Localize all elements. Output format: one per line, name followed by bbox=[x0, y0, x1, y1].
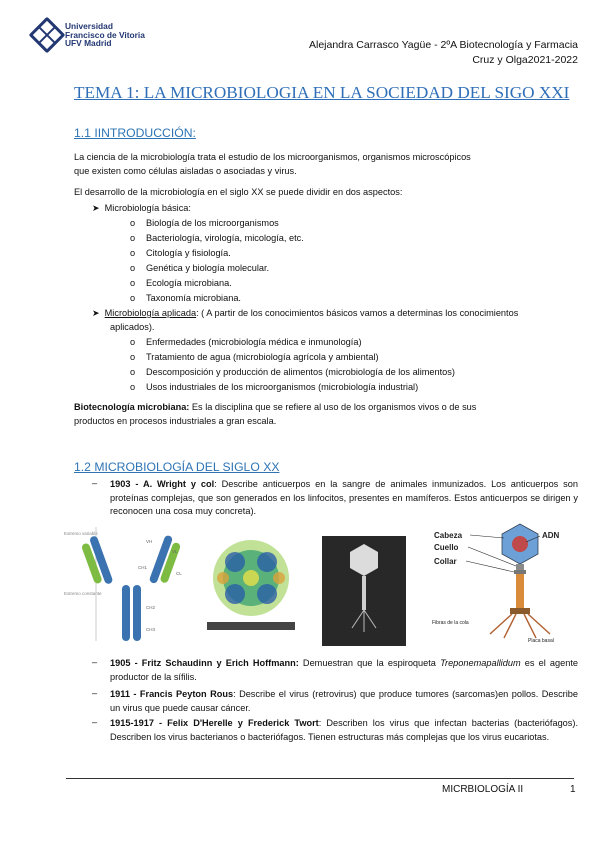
basic-microbiology-label: ➤ Microbiología básica: bbox=[92, 203, 191, 213]
svg-text:Placa basal: Placa basal bbox=[528, 638, 554, 644]
applied-microbiology-label: ➤ Microbiología aplicada: ( A partir de los conocimientos básicos vamos a determinas los conocimientos bbox=[92, 308, 519, 318]
event-1915-1917: 1915-1917 - Felix D'Herelle y Frederick Twort: Describen los virus que infectan bacterias (bacteriófagos). Describen los virus bacterianos o bacteriófagos. Tienen estructuras más complejas que los virus eucariotas. bbox=[110, 718, 578, 742]
svg-text:Cuello: Cuello bbox=[434, 543, 459, 552]
svg-text:ADN: ADN bbox=[542, 531, 560, 540]
svg-text:CH1: CH1 bbox=[138, 565, 148, 570]
list-item: o Genética y biología molecular. bbox=[130, 263, 270, 273]
svg-text:VH: VH bbox=[146, 539, 153, 544]
svg-text:CL: CL bbox=[176, 571, 182, 576]
ufv-logo-icon bbox=[29, 17, 66, 54]
svg-text:CH2: CH2 bbox=[146, 605, 156, 610]
section-heading-introduction: 1.1 IINTRODUCCIÓN: bbox=[74, 126, 196, 140]
svg-text:VL: VL bbox=[172, 549, 178, 554]
university-name: Universidad Francisco de Vitoria UFV Madrid bbox=[65, 21, 145, 49]
footer-course: MICRBIOLOGÍA II bbox=[442, 784, 524, 795]
list-item: o Tratamiento de agua (microbiología agrícola y ambiental) bbox=[130, 352, 379, 362]
svg-text:CH3: CH3 bbox=[146, 627, 156, 632]
list-item: o Biología de los microorganismos bbox=[130, 218, 279, 228]
antibody-diagram bbox=[62, 523, 194, 645]
list-item: o Bacteriología, virología, micología, etc. bbox=[130, 233, 304, 243]
event-1911: 1911 - Francis Peyton Rous: Describe el virus (retrovirus) que produce tumores (sarcomas)en pollos. Describe un virus que puede causar cáncer. bbox=[110, 689, 578, 713]
bacteriophage-diagram bbox=[430, 520, 570, 646]
list-item: o Citología y fisiología. bbox=[130, 248, 231, 258]
svg-text:Extremo variable: Extremo variable bbox=[64, 531, 98, 536]
protein-structure-image bbox=[205, 528, 297, 632]
intro-paragraph: La ciencia de la microbiología trata el estudio de los microorganismos, organismos microscópicos que existen como células aisladas o asociadas y virus. bbox=[74, 152, 471, 176]
list-item: o Ecología microbiana. bbox=[130, 278, 232, 288]
university-logo bbox=[34, 22, 145, 48]
list-item: o Taxonomía microbiana. bbox=[130, 293, 241, 303]
svg-text:Extremo constante: Extremo constante bbox=[64, 591, 102, 596]
page-number: 1 bbox=[570, 784, 576, 795]
svg-text:Cabeza: Cabeza bbox=[434, 531, 463, 540]
arrow-bullet-icon: ➤ bbox=[92, 203, 100, 213]
event-1903: 1903 - A. Wright y col: Describe anticuerpos en la sangre de animales inmunizados. Los anticuerpos son proteínas complejas, que son generados en los linfocitos, presentes en mamíferos. Estos anticuerpos se dirigen y reconocen una cosa muy concreta). bbox=[110, 479, 578, 517]
list-item: o Usos industriales de los microorganismos (microbiología industrial) bbox=[130, 382, 419, 392]
course-year-line: Cruz y Olga2021-2022 bbox=[472, 54, 578, 66]
footer-divider bbox=[66, 778, 574, 779]
svg-text:Fibras de la cola: Fibras de la cola bbox=[432, 620, 469, 626]
applied-desc-continued: aplicados). bbox=[110, 322, 155, 332]
page-header-author bbox=[309, 38, 578, 68]
section-heading-xx-century: 1.2 MICROBIOLOGÍA DEL SIGLO XX bbox=[74, 460, 280, 474]
list-item: o Descomposición y producción de alimentos (microbiología de los alimentos) bbox=[130, 367, 455, 377]
arrow-bullet-icon: ➤ bbox=[92, 308, 100, 318]
page-title: TEMA 1: LA MICROBIOLOGIA EN LA SOCIEDAD DEL SIGO XXI bbox=[74, 83, 570, 102]
list-item: o Enfermedades (microbiología médica e inmunología) bbox=[130, 337, 362, 347]
svg-text:Collar: Collar bbox=[434, 557, 457, 566]
development-paragraph: El desarrollo de la microbiología en el siglo XX se puede dividir en dos aspectos: bbox=[74, 187, 403, 197]
biotech-paragraph: Biotecnología microbiana: Es la disciplina que se refiere al uso de los organismos vivos o de sus productos en procesos industriales a gran escala. bbox=[74, 402, 477, 426]
phage-micrograph bbox=[322, 536, 406, 646]
event-1905: 1905 - Fritz Schaudinn y Erich Hoffmann: Demuestran que la espiroqueta Treponemapallidum es el agente productor de la sífilis. bbox=[110, 658, 578, 682]
author-line: Alejandra Carrasco Yagüe - 2ºA Biotecnología y Farmacia bbox=[308, 39, 578, 51]
